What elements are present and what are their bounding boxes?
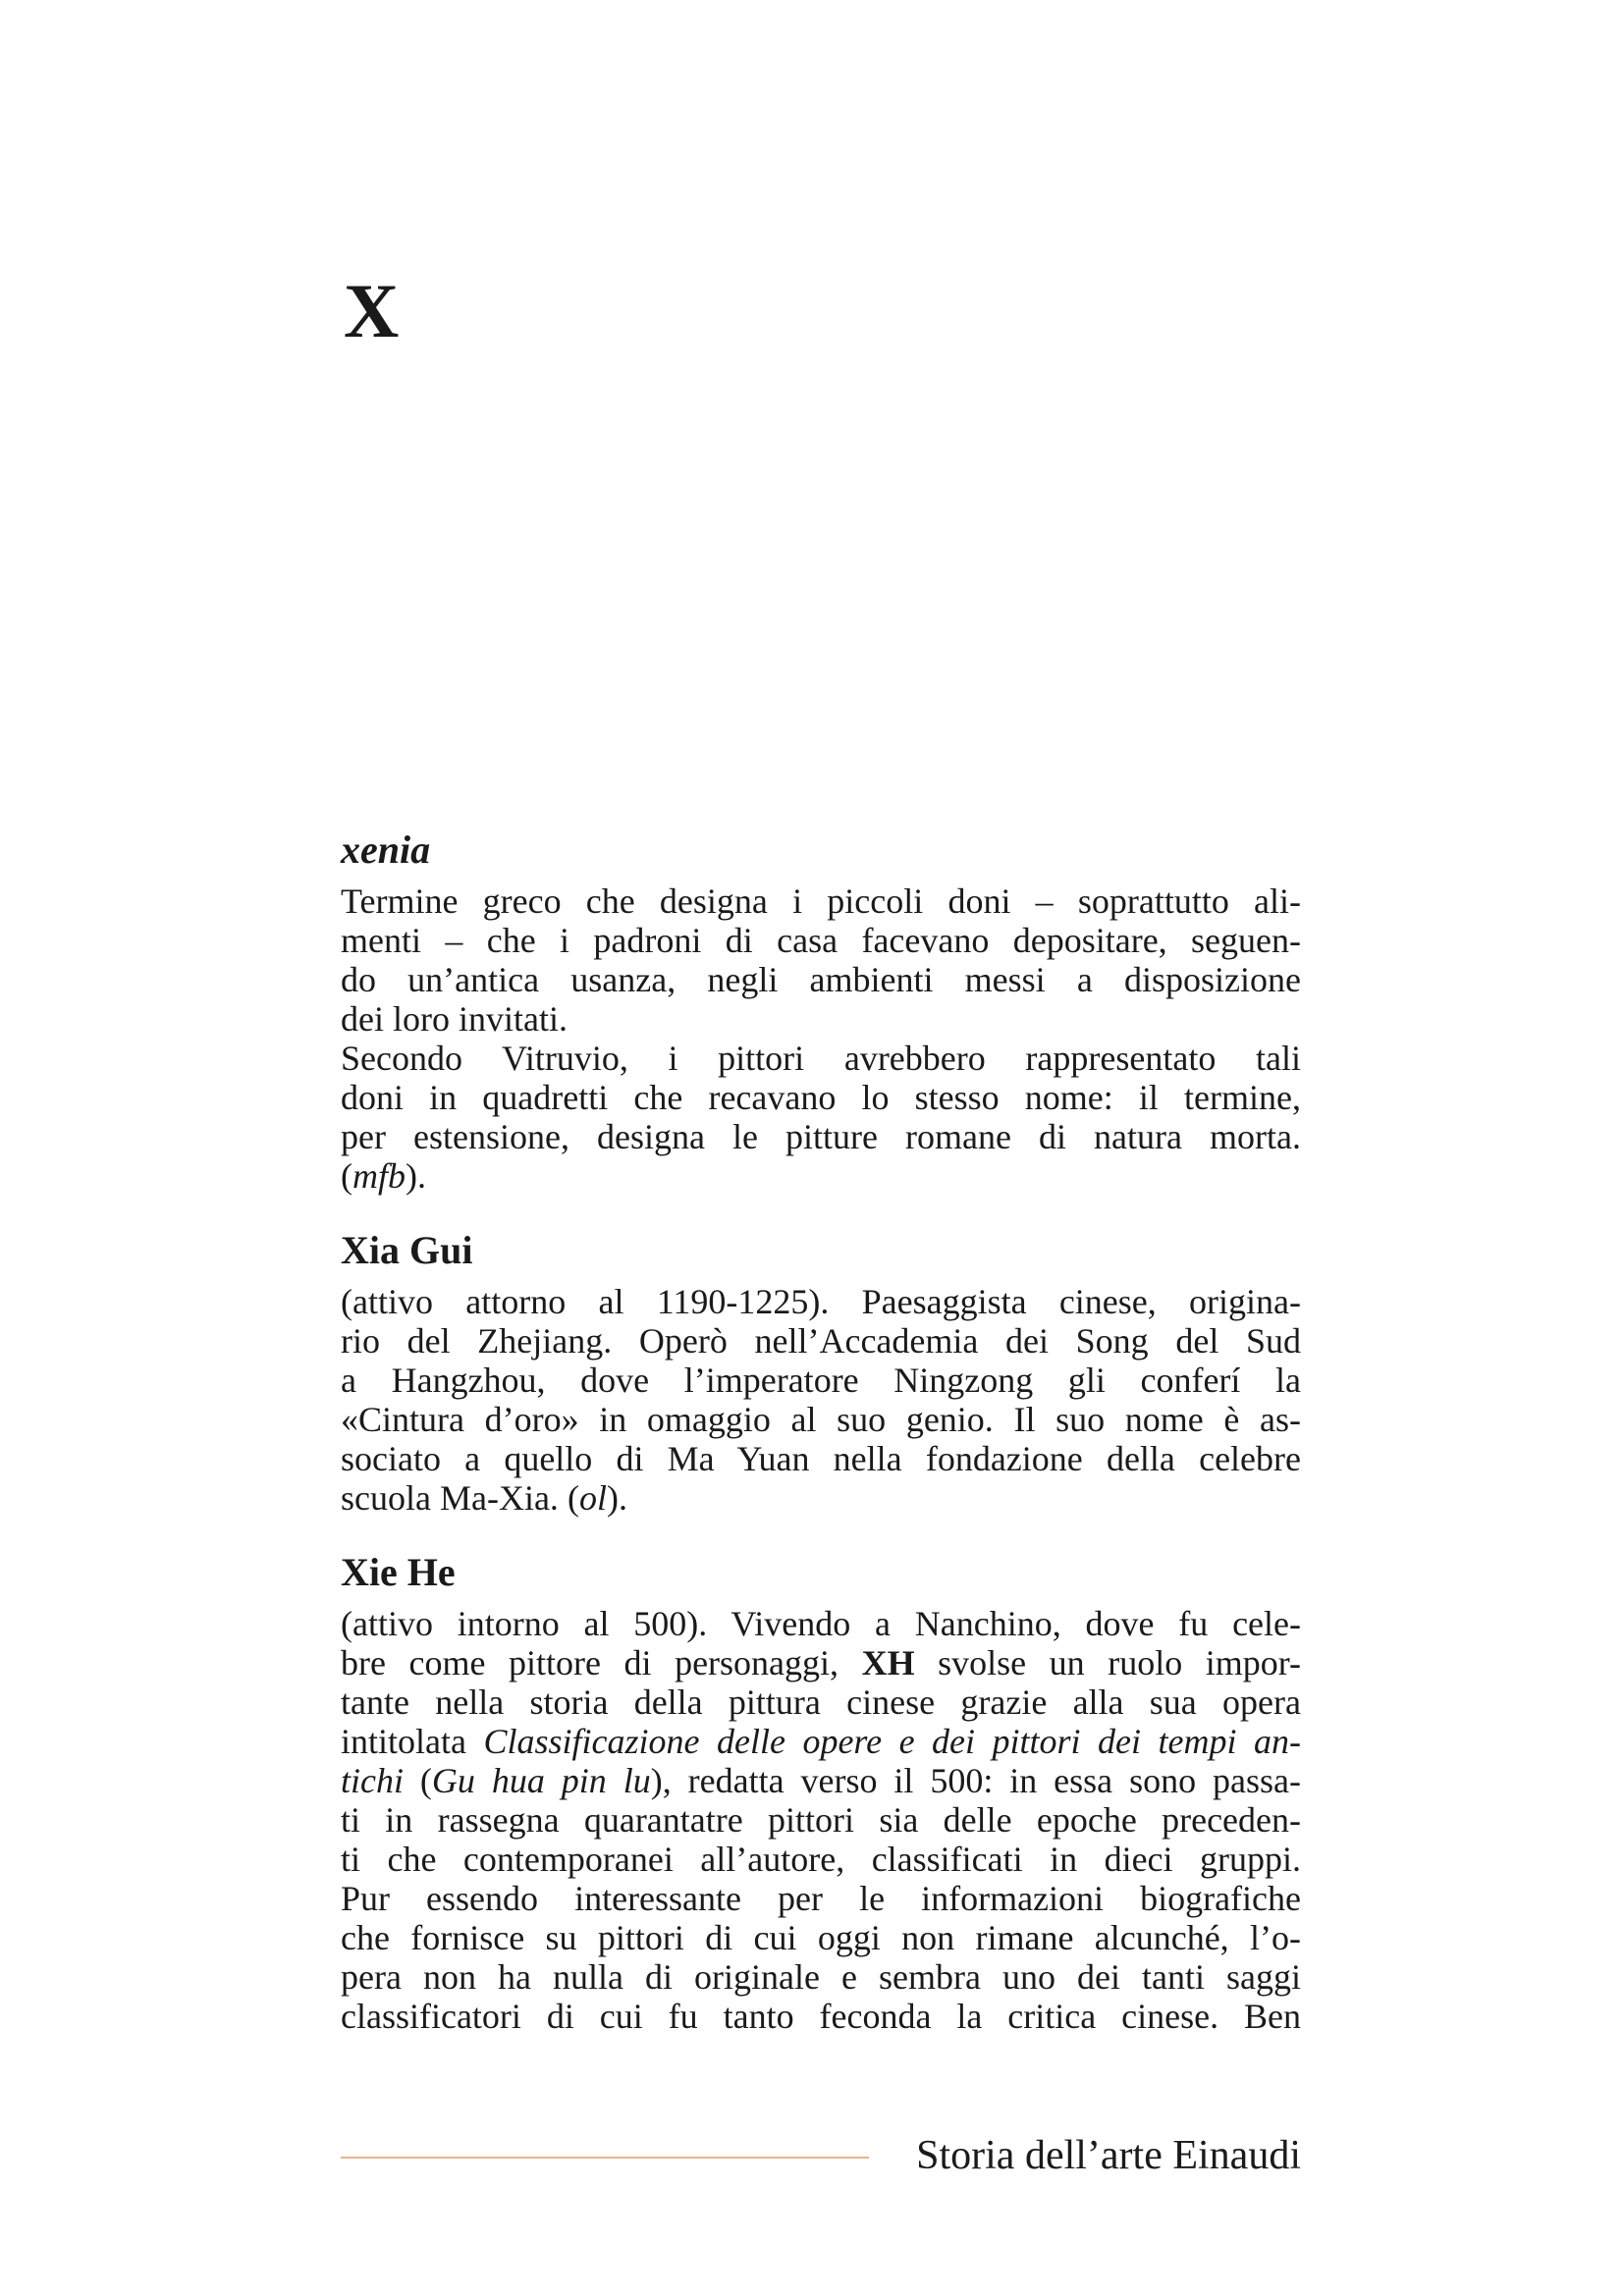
text-line: «Cintura d’oro» in omaggio al suo genio. Il suo nome è as- [341,1400,1301,1439]
text-fragment: svolse un ruolo impor- [938,1643,1302,1682]
entry-xenia [341,825,1301,1196]
text-fragment: ), redatta verso il 500: in essa sono passa- [650,1761,1301,1800]
text-line: menti – che i padroni di casa facevano depositare, seguen- [341,921,1301,960]
text-line: per estensione, designa le pitture romane di natura morta. [341,1117,1301,1156]
entry-paragraph [341,1039,1301,1196]
work-title: tichi [341,1761,404,1800]
text-line [341,1722,1301,1761]
work-title: Classificazione delle opere e dei pittori dei tempi an- [483,1722,1301,1761]
author-initials: ol [578,1478,607,1518]
text-line: Termine greco che designa i piccoli doni – soprattutto ali- [341,881,1301,921]
text-line: ti che contemporanei all’autore, classificati in dieci gruppi. [341,1840,1301,1879]
text-line: Pur essendo interessante per le informazioni biografiche [341,1879,1301,1918]
entry-paragraph [341,1282,1301,1518]
text-fragment: scuola Ma-Xia. [341,1478,559,1518]
work-alt-title: Gu hua pin lu [431,1761,651,1800]
text-line: pera non ha nulla di originale e sembra uno dei tanti saggi [341,1957,1301,1997]
text-line: rio del Zhejiang. Operò nell’Accademia dei Song del Sud [341,1321,1301,1361]
text-line: tichi (Gu hua pin lu), redatta verso il 500: in essa sono passa- [341,1761,1301,1800]
text-line: dei loro invitati. [341,999,568,1039]
author-attribution: (mfb). [341,1156,426,1196]
footer-title: Storia dell’arte Einaudi [916,2133,1301,2178]
text-line: scuola Ma-Xia. (ol). [341,1478,627,1518]
text-line: Secondo Vitruvio, i pittori avrebbero rappresentato tali [341,1039,1301,1078]
dictionary-content [341,825,1301,2065]
text-line: a Hangzhou, dove l’imperatore Ningzong gli conferí la [341,1361,1301,1400]
text-line: che fornisce su pittori di cui oggi non rimane alcunché, l’o- [341,1918,1301,1957]
text-fragment: intitolata [341,1722,466,1761]
text-line: (attivo intorno al 500). Vivendo a Nanchino, dove fu cele- [341,1604,1301,1643]
chapter-letter: X [344,268,400,353]
author-initials: mfb [352,1156,406,1196]
text-line: do un’antica usanza, negli ambienti messi a disposizione [341,960,1301,999]
entry-xia-gui [341,1225,1301,1518]
text-fragment: bre come pittore di personaggi, [341,1643,839,1682]
text-line [341,1643,1301,1682]
text-line: sociato a quello di Ma Yuan nella fondazione della celebre [341,1439,1301,1478]
abbreviation: XH [861,1643,915,1682]
entry-xie-he [341,1547,1301,2036]
entry-headword: Xia Gui [341,1228,473,1272]
text-line: tante nella storia della pittura cinese grazie alla sua opera [341,1682,1301,1722]
page-footer [341,2128,1301,2187]
text-line: (attivo attorno al 1190-1225). Paesaggista cinese, origina- [341,1282,1301,1321]
entry-paragraph [341,1604,1301,2036]
text-line: doni in quadretti che recavano lo stesso nome: il termine, [341,1078,1301,1117]
entry-paragraph [341,881,1301,1039]
footer-rule [341,2157,869,2159]
text-line: classificatori di cui fu tanto feconda la critica cinese. Ben [341,1997,1301,2036]
text-line: ti in rassegna quarantatre pittori sia delle epoche preceden- [341,1800,1301,1840]
entry-headword: xenia [341,828,431,872]
entry-headword: Xie He [341,1550,456,1594]
